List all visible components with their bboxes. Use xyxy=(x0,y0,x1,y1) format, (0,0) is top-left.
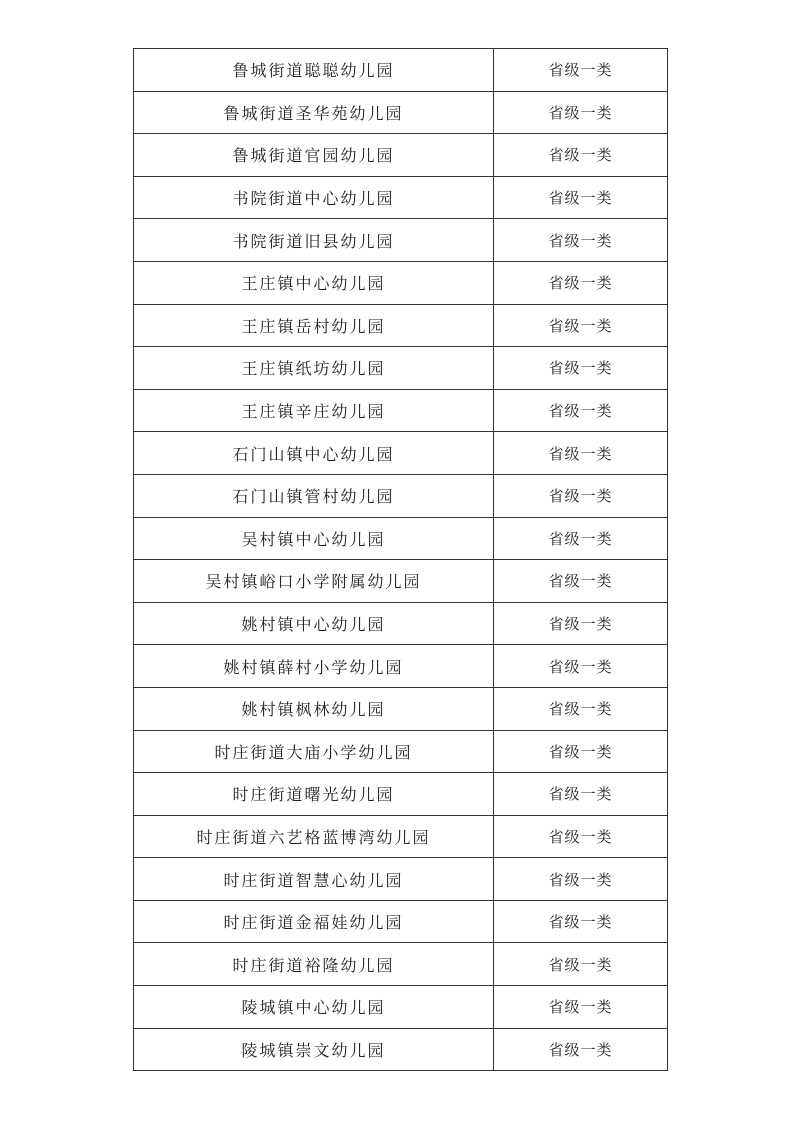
rating-level-cell: 省级一类 xyxy=(494,304,668,347)
table-row xyxy=(134,347,668,390)
table-row xyxy=(134,176,668,219)
kindergarten-name-cell: 时庄街道大庙小学幼儿园 xyxy=(134,730,494,773)
kindergarten-name-cell: 王庄镇辛庄幼儿园 xyxy=(134,389,494,432)
rating-level-cell: 省级一类 xyxy=(494,49,668,92)
table-row xyxy=(134,474,668,517)
table-row xyxy=(134,261,668,304)
table-row xyxy=(134,900,668,943)
document-page xyxy=(133,48,667,1071)
kindergarten-name-cell: 书院街道旧县幼儿园 xyxy=(134,219,494,262)
kindergarten-name-cell: 王庄镇岳村幼儿园 xyxy=(134,304,494,347)
kindergarten-name-cell: 时庄街道金福娃幼儿园 xyxy=(134,900,494,943)
table-row xyxy=(134,687,668,730)
rating-level-cell: 省级一类 xyxy=(494,730,668,773)
kindergarten-name-cell: 石门山镇管村幼儿园 xyxy=(134,474,494,517)
kindergarten-name-cell: 时庄街道六艺格蓝博湾幼儿园 xyxy=(134,815,494,858)
table-row xyxy=(134,560,668,603)
table-row xyxy=(134,773,668,816)
kindergarten-name-cell: 陵城镇崇文幼儿园 xyxy=(134,1028,494,1071)
table-row xyxy=(134,134,668,177)
table-row xyxy=(134,645,668,688)
rating-level-cell: 省级一类 xyxy=(494,773,668,816)
table-row xyxy=(134,943,668,986)
kindergarten-name-cell: 时庄街道裕隆幼儿园 xyxy=(134,943,494,986)
table-row xyxy=(134,986,668,1029)
rating-level-cell: 省级一类 xyxy=(494,900,668,943)
table-row xyxy=(134,602,668,645)
kindergarten-name-cell: 石门山镇中心幼儿园 xyxy=(134,432,494,475)
rating-level-cell: 省级一类 xyxy=(494,517,668,560)
kindergarten-name-cell: 吴村镇中心幼儿园 xyxy=(134,517,494,560)
kindergarten-name-cell: 姚村镇枫林幼儿园 xyxy=(134,687,494,730)
rating-level-cell: 省级一类 xyxy=(494,815,668,858)
rating-level-cell: 省级一类 xyxy=(494,261,668,304)
table-row xyxy=(134,304,668,347)
table-row xyxy=(134,49,668,92)
kindergarten-name-cell: 鲁城街道聪聪幼儿园 xyxy=(134,49,494,92)
table-row xyxy=(134,432,668,475)
rating-level-cell: 省级一类 xyxy=(494,474,668,517)
table-row xyxy=(134,730,668,773)
rating-level-cell: 省级一类 xyxy=(494,645,668,688)
rating-level-cell: 省级一类 xyxy=(494,432,668,475)
kindergarten-name-cell: 王庄镇中心幼儿园 xyxy=(134,261,494,304)
kindergarten-name-cell: 陵城镇中心幼儿园 xyxy=(134,986,494,1029)
kindergarten-name-cell: 姚村镇薛村小学幼儿园 xyxy=(134,645,494,688)
kindergarten-name-cell: 时庄街道曙光幼儿园 xyxy=(134,773,494,816)
rating-level-cell: 省级一类 xyxy=(494,986,668,1029)
rating-level-cell: 省级一类 xyxy=(494,134,668,177)
rating-level-cell: 省级一类 xyxy=(494,858,668,901)
table-row xyxy=(134,389,668,432)
rating-level-cell: 省级一类 xyxy=(494,943,668,986)
kindergarten-name-cell: 鲁城街道圣华苑幼儿园 xyxy=(134,91,494,134)
kindergarten-name-cell: 时庄街道智慧心幼儿园 xyxy=(134,858,494,901)
rating-level-cell: 省级一类 xyxy=(494,687,668,730)
rating-level-cell: 省级一类 xyxy=(494,602,668,645)
table-row xyxy=(134,517,668,560)
table-row xyxy=(134,815,668,858)
table-row xyxy=(134,219,668,262)
kindergarten-table xyxy=(133,48,668,1071)
kindergarten-name-cell: 鲁城街道官园幼儿园 xyxy=(134,134,494,177)
table-row xyxy=(134,1028,668,1071)
rating-level-cell: 省级一类 xyxy=(494,176,668,219)
table-row xyxy=(134,858,668,901)
rating-level-cell: 省级一类 xyxy=(494,219,668,262)
table-body xyxy=(134,49,668,1071)
kindergarten-name-cell: 书院街道中心幼儿园 xyxy=(134,176,494,219)
rating-level-cell: 省级一类 xyxy=(494,347,668,390)
kindergarten-name-cell: 吴村镇峪口小学附属幼儿园 xyxy=(134,560,494,603)
kindergarten-name-cell: 王庄镇纸坊幼儿园 xyxy=(134,347,494,390)
rating-level-cell: 省级一类 xyxy=(494,389,668,432)
table-row xyxy=(134,91,668,134)
rating-level-cell: 省级一类 xyxy=(494,560,668,603)
kindergarten-name-cell: 姚村镇中心幼儿园 xyxy=(134,602,494,645)
rating-level-cell: 省级一类 xyxy=(494,91,668,134)
rating-level-cell: 省级一类 xyxy=(494,1028,668,1071)
